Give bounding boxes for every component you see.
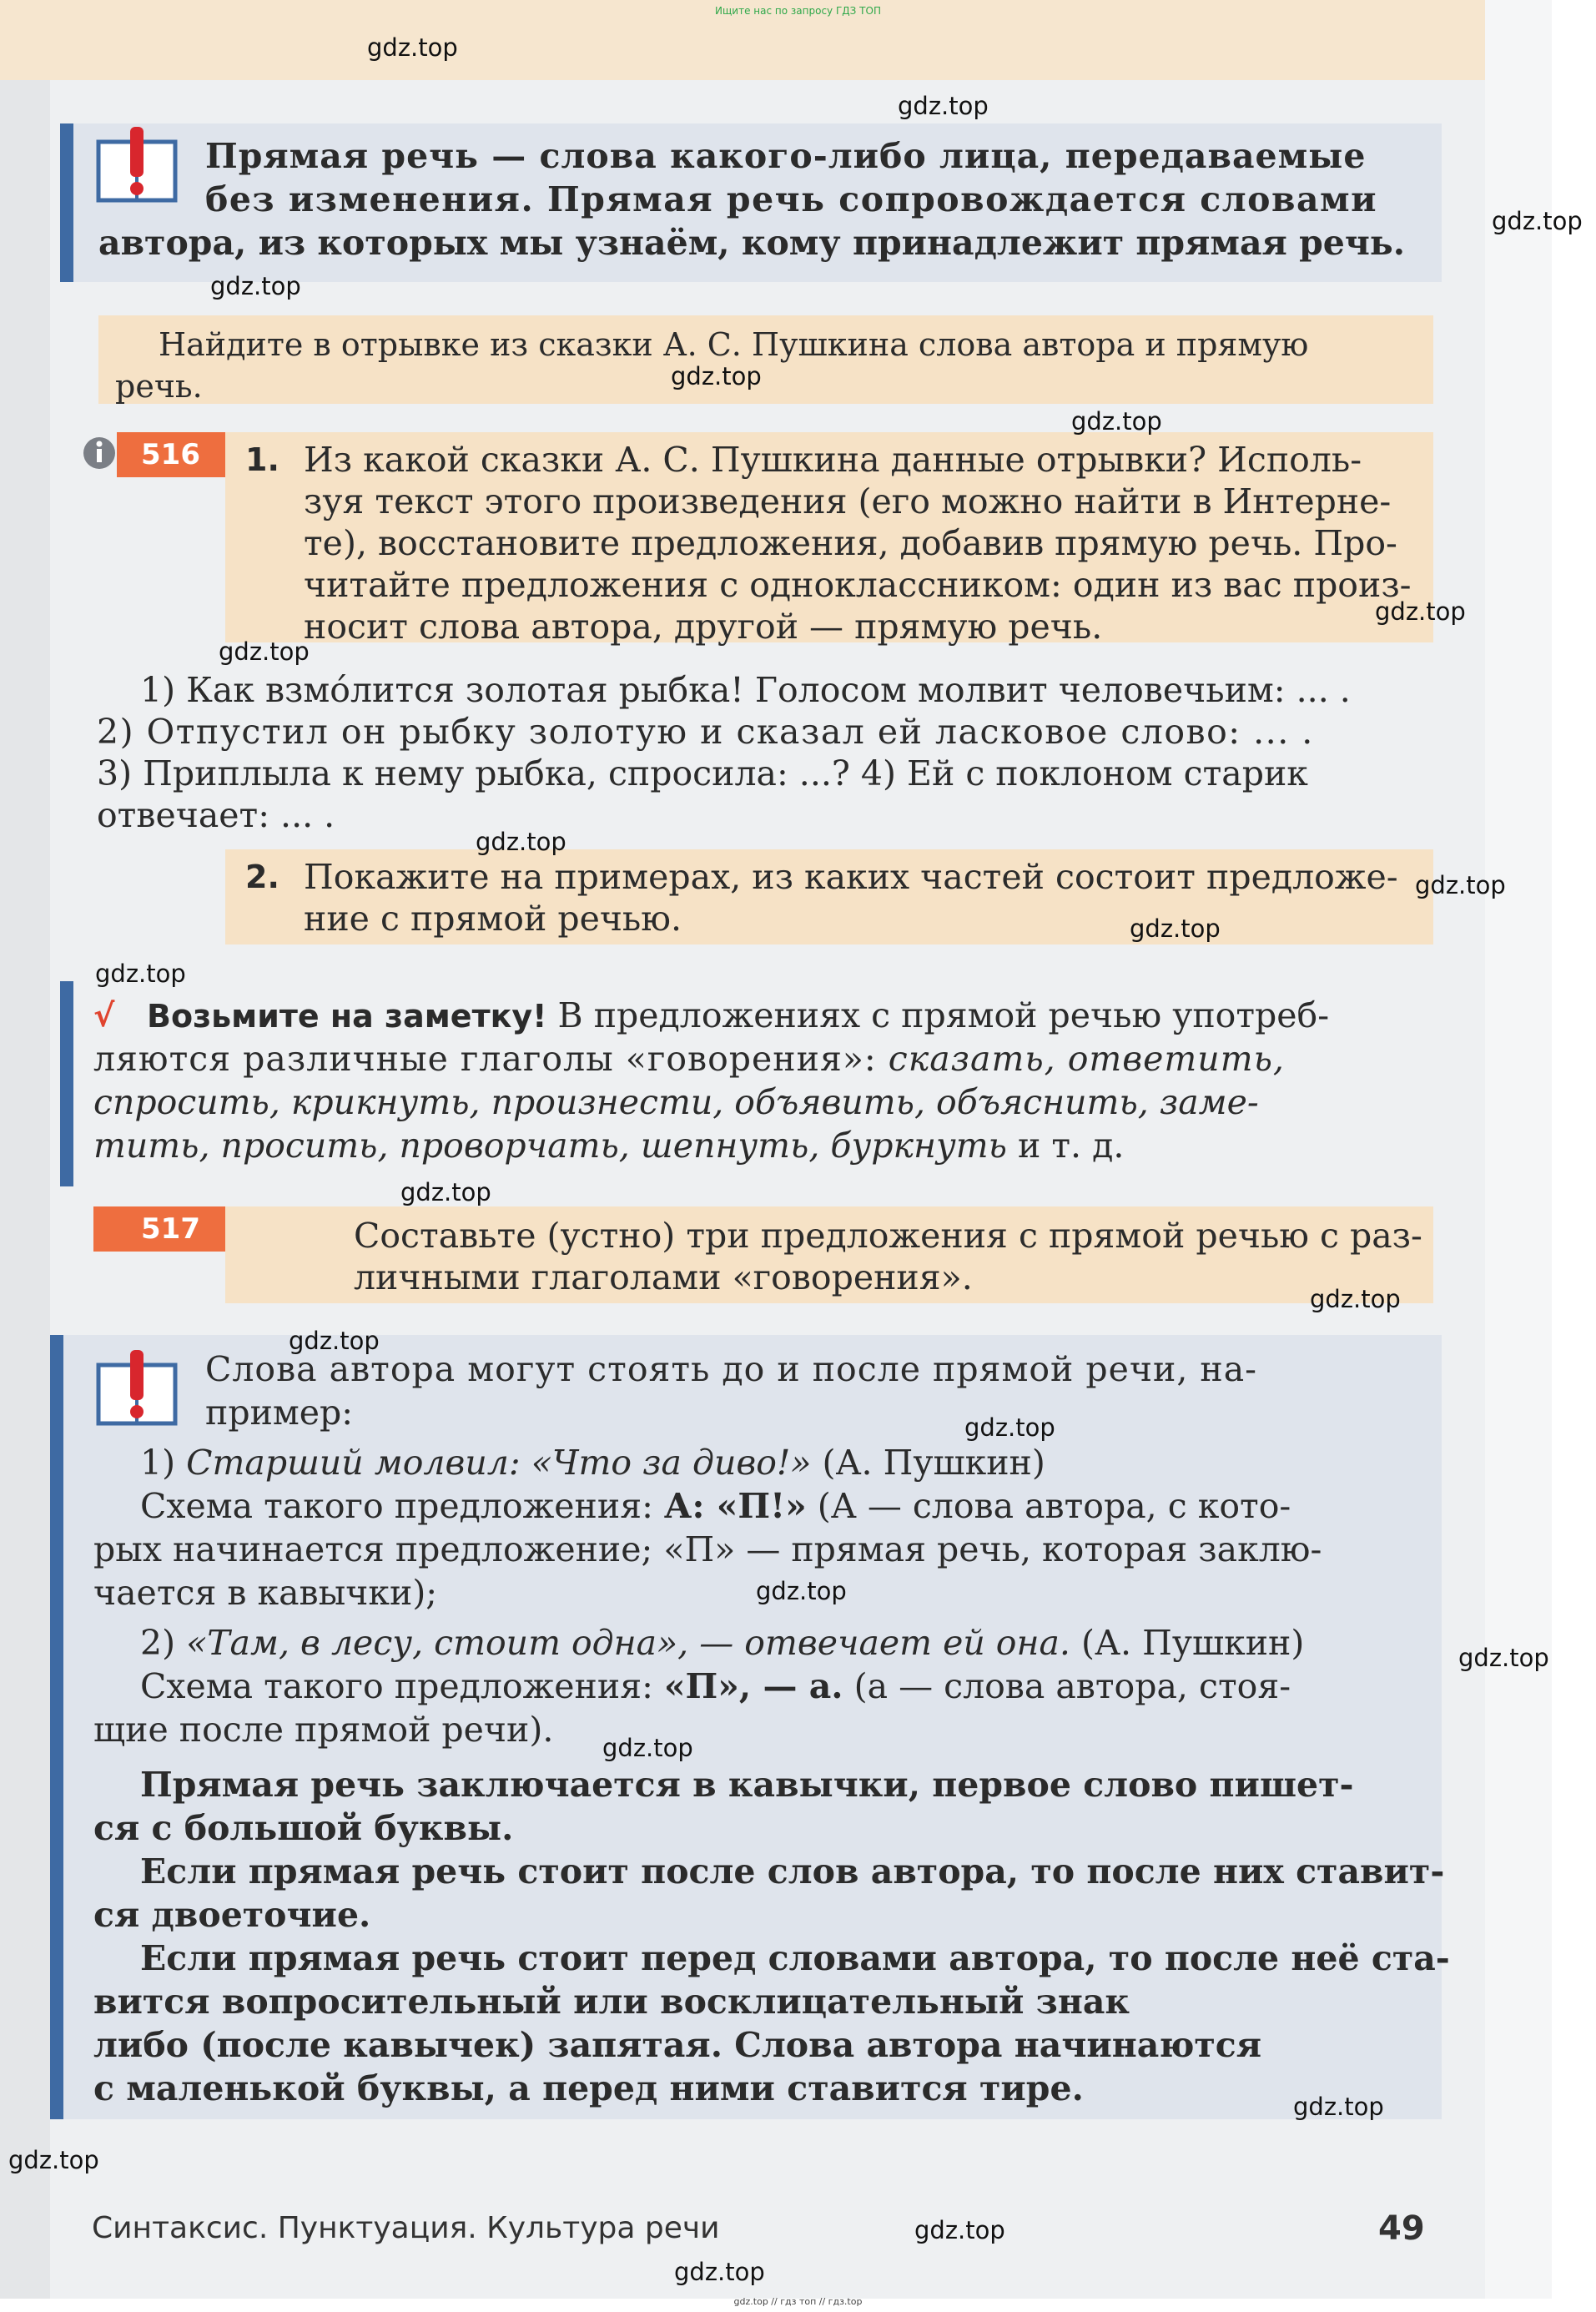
- info-icon: [82, 436, 117, 471]
- watermark: gdz.top: [602, 1734, 693, 1762]
- rule1-line-3: автора, из которых мы узнаём, кому принадлежит прямая речь.: [98, 223, 1405, 263]
- rule2-scheme-2: [140, 1665, 1291, 1708]
- watermark: gdz.top: [898, 92, 989, 120]
- task-intro-line-2: речь.: [115, 368, 203, 405]
- watermark: gdz.top: [756, 1577, 847, 1605]
- exercise-516-part1-line-2: зуя текст этого произведения (его можно найти в Интерне-: [304, 481, 1392, 521]
- rule2-example-2-num: 2): [140, 1623, 187, 1663]
- exercise-516-part1-line-3: те), восстановите предложения, добавив прямую речь. Про-: [304, 523, 1397, 563]
- watermark: gdz.top: [674, 2258, 765, 2286]
- exercise-516-part1-line-4: читайте предложения с одноклассником: один из вас произ-: [304, 565, 1412, 605]
- note-line-3: спросить, крикнуть, произнести, объявить, объяснить, заме-: [93, 1082, 1259, 1122]
- exercise-516-part1-marker: 1.: [245, 441, 279, 478]
- note-line-4-rest: и т. д.: [1006, 1126, 1125, 1166]
- note-line-2-plain: ляются различные глаголы «говорения»:: [93, 1039, 889, 1079]
- exercise-517-line-2: личными глаголами «говорения».: [354, 1257, 973, 1297]
- fragment-4: отвечает: ... .: [97, 795, 335, 835]
- watermark: gdz.top: [1375, 597, 1466, 626]
- exercise-516-part2-line-2: ние с прямой речью.: [304, 899, 682, 939]
- rule2-rule-line-5: Если прямая речь стоит перед словами автора, то после неё ста-: [140, 1938, 1450, 1978]
- watermark: gdz.top: [1415, 871, 1506, 899]
- watermark: gdz.top: [964, 1413, 1055, 1442]
- rule1-line-2: без изменения. Прямая речь сопровождается словами: [205, 179, 1378, 219]
- exclamation-book-icon: [93, 125, 180, 205]
- exercise-517-line-1: Составьте (устно) три предложения с прямой речью с раз-: [354, 1216, 1422, 1256]
- rule2-example-1-num: 1): [140, 1443, 187, 1483]
- bottom-watermark-strip: gdz.top // гдз топ // гдз.top: [733, 2296, 863, 2307]
- note-check-icon: √: [93, 997, 115, 1034]
- rule2-scheme-1-lead: Схема такого предложения:: [140, 1486, 664, 1526]
- rule2-example-2-text: «Там, в лесу, стоит одна», — отвечает ей она.: [186, 1623, 1070, 1663]
- note-line-1: [147, 995, 1329, 1038]
- rule2-rule-line-7: либо (после кавычек) запятая. Слова автора начинаются: [93, 2025, 1262, 2065]
- rule2-scheme-1: [140, 1485, 1291, 1528]
- watermark: gdz.top: [8, 2146, 99, 2174]
- exercise-516-part2-line-1: Покажите на примерах, из каких частей состоит предложе-: [304, 857, 1398, 897]
- rule2-rule-line-8: с маленькой буквы, а перед ними ставится тире.: [93, 2068, 1084, 2108]
- exercise-516-number: 516: [117, 432, 225, 477]
- watermark: gdz.top: [219, 637, 310, 666]
- rule2-example-1-source: (А. Пушкин): [811, 1443, 1045, 1483]
- rule2-scheme-2-formula: «П», — а.: [663, 1666, 843, 1706]
- note-line-2: [93, 1038, 1285, 1080]
- rule2-scheme-1-line-3: чается в кавычки);: [93, 1573, 438, 1613]
- exclamation-book-icon: [93, 1348, 180, 1428]
- watermark: gdz.top: [1310, 1285, 1401, 1313]
- watermark: gdz.top: [1293, 2093, 1384, 2121]
- watermark: gdz.top: [1130, 914, 1221, 943]
- watermark: gdz.top: [914, 2216, 1005, 2244]
- rule2-scheme-1-line-2: рых начинается предложение; «П» — прямая речь, которая заклю-: [93, 1529, 1322, 1569]
- rule2-scheme-1-tail: (А — слова автора, с кото-: [806, 1486, 1291, 1526]
- rule2-scheme-1-formula: А: «П!»: [663, 1486, 807, 1526]
- rule1-line-1: Прямая речь — слова какого-либо лица, передаваемые: [205, 136, 1367, 176]
- watermark: gdz.top: [1458, 1644, 1549, 1672]
- page-right-margin: [1485, 0, 1552, 2299]
- task-intro-line-1: Найдите в отрывке из сказки А. С. Пушкина слова автора и прямую: [159, 326, 1309, 363]
- fragment-1: 1) Как взмóлится золотая рыбка! Голосом молвит человечьим: ... .: [140, 670, 1351, 710]
- exercise-516-part2-marker: 2.: [245, 859, 279, 895]
- watermark: gdz.top: [400, 1178, 491, 1206]
- watermark: gdz.top: [289, 1327, 380, 1355]
- watermark: gdz.top: [671, 362, 762, 390]
- rule2-example-1: [140, 1442, 1045, 1484]
- top-search-note: Ищите нас по запросу ГДЗ ТОП: [715, 5, 881, 17]
- rule2-rule-line-6: вится вопросительный или восклицательный знак: [93, 1982, 1130, 2022]
- rule2-rule-line-2: ся с большой буквы.: [93, 1808, 514, 1848]
- watermark: gdz.top: [476, 828, 566, 856]
- fragment-3: 3) Приплыла к нему рыбка, спросила: ...? 4) Ей с поклоном старик: [97, 753, 1308, 793]
- watermark: gdz.top: [367, 33, 458, 62]
- watermark: gdz.top: [210, 272, 301, 300]
- fragment-2: 2) Отпустил он рыбку золотую и сказал ей ласковое слово: ... .: [97, 712, 1314, 752]
- rule2-scheme-2-lead: Схема такого предложения:: [140, 1666, 664, 1706]
- exercise-516-part1-line-1: Из какой сказки А. С. Пушкина данные отрывки? Исполь-: [304, 440, 1362, 480]
- page-gutter-shade: [0, 0, 50, 2299]
- note-line-1-rest: В предложениях с прямой речью употреб-: [546, 995, 1330, 1035]
- rule2-intro-line-1: Слова автора могут стоять до и после прямой речи, на-: [205, 1349, 1258, 1389]
- note-line-4-verbs: тить, просить, проворчать, шепнуть, буркнуть: [93, 1126, 1007, 1166]
- note-heading: Возьмите на заметку!: [147, 998, 547, 1035]
- watermark: gdz.top: [95, 960, 186, 988]
- rule2-scheme-2-line-2: щие после прямой речи).: [93, 1710, 554, 1750]
- rule2-rule-line-1: Прямая речь заключается в кавычки, первое слово пишет-: [140, 1765, 1354, 1805]
- rule2-example-2-source: (А. Пушкин): [1070, 1623, 1305, 1663]
- note-line-4: [93, 1125, 1124, 1167]
- rule2-scheme-2-tail: (а — слова автора, стоя-: [843, 1666, 1291, 1706]
- rule2-rule-line-3: Если прямая речь стоит после слов автора, то после них ставит-: [140, 1851, 1445, 1891]
- rule2-example-1-text: Старший молвил: «Что за диво!»: [186, 1443, 812, 1483]
- footer-section-title: Синтаксис. Пунктуация. Культура речи: [92, 2211, 720, 2245]
- exercise-516-part1-line-5: носит слова автора, другой — прямую речь.: [304, 607, 1103, 647]
- rule2-intro-line-2: пример:: [205, 1393, 354, 1433]
- watermark: gdz.top: [1492, 207, 1583, 235]
- watermark: gdz.top: [1071, 407, 1162, 436]
- note-line-2-verbs: сказать, ответить,: [888, 1039, 1285, 1079]
- rule2-example-2: [140, 1622, 1304, 1665]
- rule2-rule-line-4: ся двоеточие.: [93, 1895, 371, 1935]
- exercise-517-number: 517: [93, 1206, 225, 1252]
- footer-page-number: 49: [1378, 2209, 1425, 2248]
